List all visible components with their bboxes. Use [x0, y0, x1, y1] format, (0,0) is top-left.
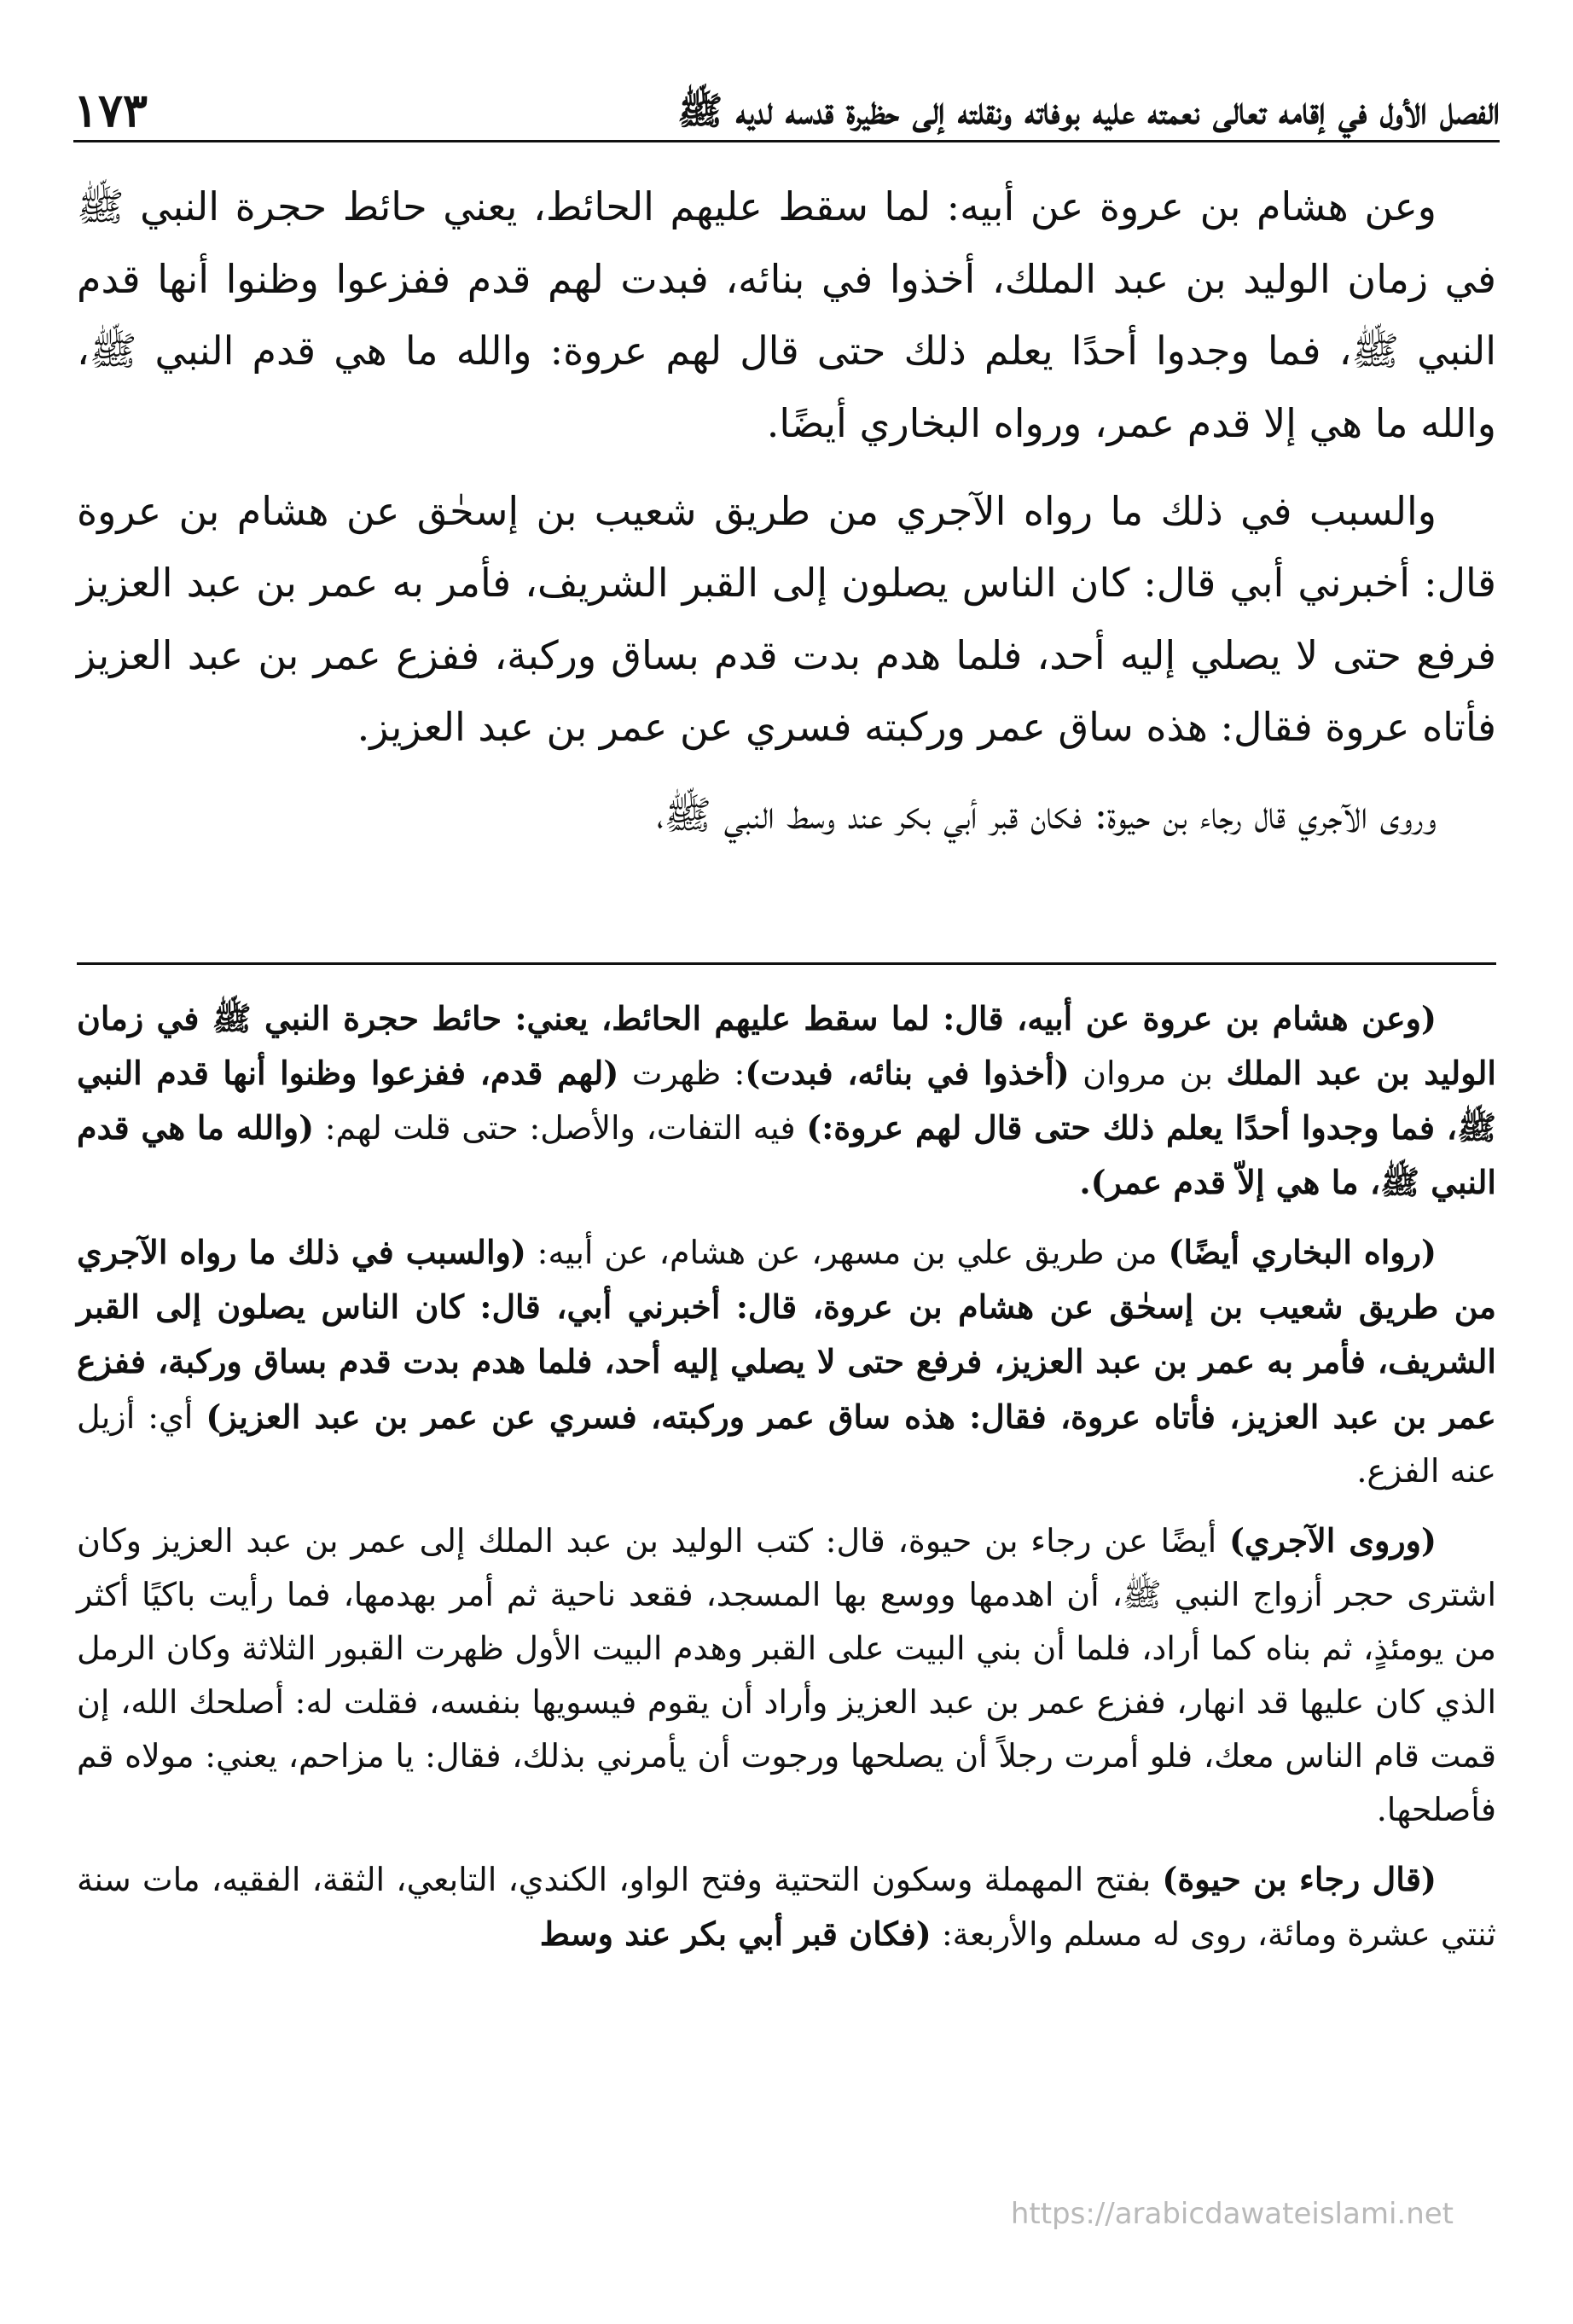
quoted-text: (والسبب في ذلك ما رواه الآجري من طريق شعيب بن إسحٰق عن هشام بن عروة، قال: أخبرني أبي، قال: كان الناس يصلون إلى القبر الشريف، فأمر به عمر بن عبد العزيز، فرفع حتى لا يصلي إليه أحد، فلما هدم بدت قدم بساق وركبة، ففزع عمر بن عبد العزيز، فأتاه عروة، فقال: هذه ساق عمر وركبته، فسري عن عمر بن عبد العزيز)	[77, 1233, 1496, 1436]
quoted-text: (وعن هشام بن عروة عن أبيه، قال: لما سقط عليهم الحائط، يعني: حائط حجرة النبي ﷺ في زمان الوليد بن عبد الملك	[77, 999, 1496, 1093]
commentary-paragraph	[77, 1852, 1496, 1961]
commentary-paragraph	[77, 1514, 1496, 1837]
quoted-text: (والله ما هي قدم النبي ﷺ، ما هي إلاّ قدم عمر).	[77, 1108, 1496, 1202]
commentary-note: من طريق علي بن مسهر، عن هشام، عن أبيه:	[525, 1234, 1169, 1272]
commentary-note: : ظهرت	[618, 1055, 746, 1093]
commentary-note: أي: أزيل عنه الفزع.	[77, 1397, 1496, 1490]
commentary-paragraph	[77, 991, 1496, 1210]
main-paragraph: والسبب في ذلك ما رواه الآجري من طريق شعيب بن إسحٰق عن هشام بن عروة قال: أخبرني أبي قال: كان الناس يصلون إلى القبر الشريف، فأمر به عمر بن عبد العزيز فرفع حتى لا يصلي إليه أحد، فلما هدم بدت قدم بساق وركبة، ففزع عمر بن عبد العزيز فأتاه عروة فقال: هذه ساق عمر وركبته فسري عن عمر بن عبد العزيز.	[77, 487, 1496, 751]
quoted-text: (رواه البخاري أيضًا)	[1168, 1233, 1437, 1272]
website-watermark: https://arabicdawateislami.net	[1010, 2197, 1454, 2231]
quoted-text: (فكان قبر أبي بكر عند وسط	[539, 1914, 932, 1954]
commentary-paragraph	[77, 1225, 1496, 1497]
running-header	[73, 73, 1500, 142]
commentary-note: بن مروان	[1069, 1055, 1227, 1093]
commentary-text	[77, 991, 1496, 1977]
quoted-text: (لهم قدم، ففزعوا وظنوا أنها قدم النبي ﷺ، فما وجدوا أحدًا يعلم ذلك حتى قال لهم عروة:)	[77, 1054, 1497, 1147]
commentary-note: بفتح المهملة وسكون التحتية وفتح الواو، الكندي، التابعي، الثقة، الفقيه، مات سنة ثنتي عشرة ومائة، روى له مسلم والأربعة:	[77, 1861, 1496, 1954]
page-number: ١٧٣	[73, 82, 148, 137]
section-divider	[77, 962, 1496, 965]
main-paragraph: وروى الآجري قال رجاء بن حيوة: فكان قبر أبي بكر عند وسط النبي ﷺ،	[656, 792, 1437, 838]
quoted-text: (أخذوا في بنائه، فبدت)	[745, 1054, 1070, 1093]
main-text	[77, 171, 1496, 867]
chapter-title: الفصل الأول في إقامه تعالى نعمته عليه بوفاته ونقلته إلى حظيرة قدسه لديه ﷺ	[677, 90, 1500, 133]
quoted-text: (وروى الآجري)	[1228, 1520, 1437, 1560]
commentary-note: أيضًا عن رجاء بن حيوة، قال: كتب الوليد بن عبد الملك إلى عمر بن عبد العزيز وكان اشترى حجر أزواج النبي ﷺ، أن اهدمها ووسع بها المسجد، فقعد ناحية ثم أمر بهدمها، فما رأيت باكيًا أكثر من يومئذٍ، ثم بناه كما أراد، فلما أن بني البيت على القبر وهدم البيت الأول ظهرت القبور الثلاثة وكان الرمل الذي كان عليها قد انهار، ففزع عمر بن عبد العزيز وأراد أن يقوم فيسويها بنفسه، فقلت له: أصلحك الله، إن قمت قام الناس معك، فلو أمرت رجلاً أن يصلحها ورجوت أن يأمرني بذلك، فقال: يا مزاحم، يعني: مولاه قم فأصلحها.	[77, 1521, 1496, 1829]
commentary-note: فيه التفات، والأصل: حتى قلت لهم:	[314, 1109, 807, 1147]
main-paragraph: وعن هشام بن عروة عن أبيه: لما سقط عليهم الحائط، يعني حائط حجرة النبي ﷺ في زمان الوليد بن عبد الملك، أخذوا في بنائه، فبدت لهم قدم ففزعوا وظنوا أنها قدم النبي ﷺ، فما وجدوا أحدًا يعلم ذلك حتى قال لهم عروة: والله ما هي قدم النبي ﷺ، والله ما هي إلا قدم عمر، ورواه البخاري أيضًا.	[77, 183, 1496, 446]
quoted-text: (قال رجاء بن حيوة)	[1162, 1860, 1437, 1899]
